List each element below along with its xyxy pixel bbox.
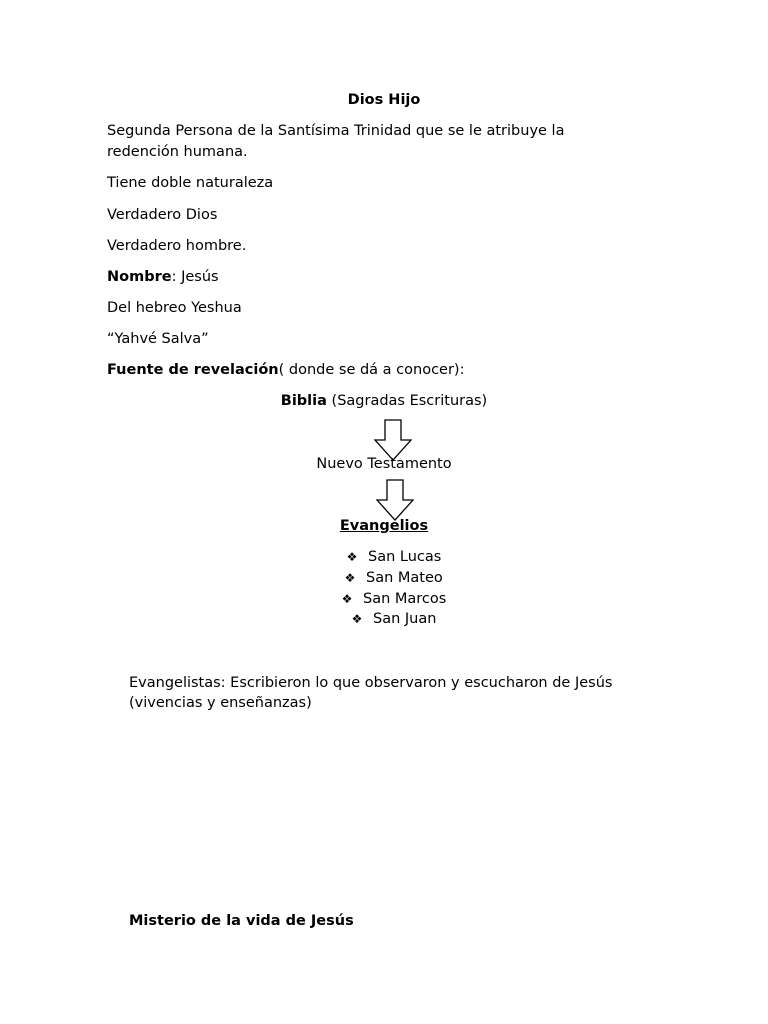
page-title: Dios Hijo — [347, 92, 421, 108]
list-item: ❖ San Mateo — [342, 568, 443, 589]
source-rest: ( donde se dá a conocer): — [278, 362, 465, 378]
new-testament-line: Nuevo Testamento — [316, 456, 452, 472]
name-value: : Jesús — [171, 269, 219, 285]
diamond-bullet-icon: ❖ — [341, 592, 353, 606]
intro-line-2: redención humana. — [107, 144, 248, 160]
gospels-title: Evangelios — [339, 518, 429, 534]
source-label: Fuente de revelación — [107, 362, 279, 378]
true-man-line: Verdadero hombre. — [107, 238, 247, 254]
nature-line: Tiene doble naturaleza — [107, 175, 274, 191]
diamond-bullet-icon: ❖ — [346, 550, 358, 564]
evangelists-line-2: (vivencias y enseñanzas) — [129, 695, 312, 711]
down-arrow-icon — [376, 479, 414, 521]
name-label: Nombre — [107, 269, 172, 285]
true-god-line: Verdadero Dios — [107, 207, 218, 223]
evangelists-line-1: Evangelistas: Escribieron lo que observaron y escucharon de Jesús — [129, 675, 613, 691]
source-line — [107, 360, 464, 381]
diamond-bullet-icon: ❖ — [351, 612, 363, 626]
intro-line-1: Segunda Persona de la Santísima Trinidad que se le atribuye la — [107, 123, 565, 139]
list-item: ❖ San Juan — [349, 609, 436, 630]
list-item: ❖ San Lucas — [344, 547, 441, 568]
list-item: ❖ San Marcos — [339, 589, 446, 610]
bible-rest: (Sagradas Escrituras) — [326, 393, 488, 409]
diamond-bullet-icon: ❖ — [344, 571, 356, 585]
meaning-line: “Yahvé Salva” — [107, 331, 209, 347]
mystery-heading: Misterio de la vida de Jesús — [129, 913, 354, 929]
hebrew-line: Del hebreo Yeshua — [107, 300, 242, 316]
bible-label: Biblia — [280, 393, 327, 409]
name-line — [107, 267, 219, 288]
bible-line — [0, 391, 768, 412]
